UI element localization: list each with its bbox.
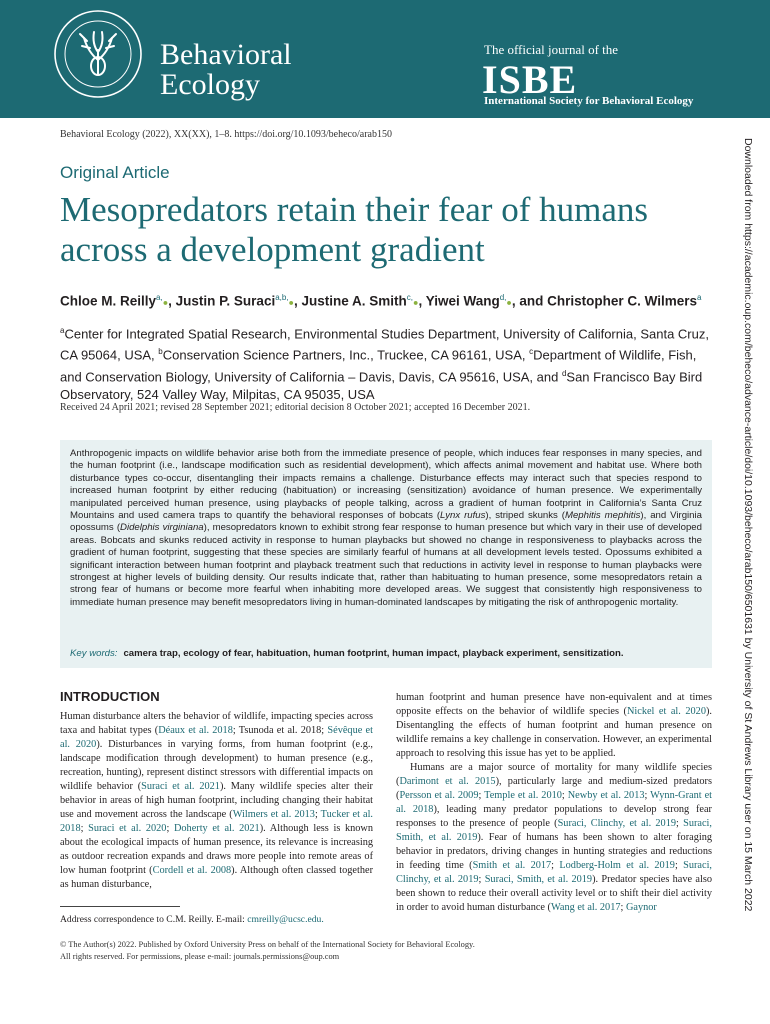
text: ). Although less is known about the ecological impacts of human presence, its relevance is increasing as outdoor recreation expands and draws more people into remote areas of low human footprint (	[60, 823, 374, 876]
author-name[interactable]: Justin P. Suraci	[175, 293, 276, 309]
affil-sup: d	[561, 368, 567, 378]
citation-link[interactable]: Temple et al. 2010	[484, 790, 562, 801]
citation-link[interactable]: Wang et al. 2017	[550, 902, 621, 913]
citation-link[interactable]: Nickel et al. 2020	[626, 706, 706, 717]
text: ). Many wildlife species alter their behavior in areas of high human footprint, including changing their habitat use and movement across the landscape (	[60, 781, 373, 820]
citation-link[interactable]: Smith et al. 2017	[472, 860, 552, 871]
citation-link[interactable]: Persson et al. 2009	[399, 790, 479, 801]
permissions-line: All rights reserved. For permissions, please e-mail: journals.permissions@oup.com	[60, 952, 340, 961]
affil-sup: b	[158, 347, 163, 357]
citation-link[interactable]: Wilmers et al. 2013	[232, 809, 315, 820]
affil-sup: a	[60, 326, 65, 335]
abstract-box	[60, 440, 712, 668]
orcid-icon[interactable]: ●	[162, 297, 169, 308]
text: ;	[166, 823, 174, 834]
author-list: Chloe M. Reilly$^{a,}$●, Justin P. Suraci$^{a,b,}$●, Justine A. Smith$^{c,}$●, Yiwei Wang$^{d,}$●, and Christopher C. Wilmers$^a$	[60, 293, 702, 309]
text: ). Although often classed together as human disturbance,	[60, 865, 374, 890]
author-sup: a	[697, 293, 702, 302]
citation-link[interactable]: Doherty et al. 2021	[173, 823, 260, 834]
download-watermark: Downloaded from https://academic.oup.com/beheco/advance-article/doi/10.1093/beheco/arab150/6501631 by University of St Andrews Library user on 15 March 2022	[742, 138, 754, 912]
text: ;	[644, 790, 651, 801]
isbe-full-name: International Society for Behavioral Ecology	[484, 95, 694, 107]
journal-name-line1: Behavioral	[160, 38, 292, 71]
author-name[interactable]: Justine A. Smith	[301, 293, 407, 309]
abstract-part: ), striped skunks (	[485, 510, 565, 522]
text: Human disturbance alters the behavior of wildlife, impacting species across taxa and habitat types (	[60, 711, 373, 736]
text: ;	[676, 818, 684, 829]
affiliation-d: San Francisco Bay Bird Observatory, 524 Valley Way, Milpitas, CA 95035, USA	[60, 368, 703, 402]
text: ), particularly large and medium-sized predators (	[396, 776, 712, 801]
species-name: Lynx rufus	[440, 510, 486, 522]
text: ;	[620, 902, 626, 913]
text: ;	[314, 809, 321, 820]
citation-line: Behavioral Ecology (2022), XX(XX), 1–8. https://doi.org/10.1093/beheco/arab150	[60, 129, 392, 140]
affiliation-b: Conservation Science Partners, Inc., Truckee, CA 96161, USA,	[162, 347, 530, 363]
paragraph	[60, 710, 373, 892]
body-column-left	[60, 710, 373, 892]
journal-seal-logo	[52, 8, 144, 100]
text: ). Disturbances in varying forms, from human footprint (e.g., landscape modification through development) to human presence (e.g., recreation, hunting), represent distinct stressors with differential impacts on wildlife behavior (	[60, 739, 373, 792]
journal-name	[160, 40, 292, 100]
citation-link[interactable]: Lodberg-Holm et al. 2019	[559, 860, 675, 871]
correspondence-note	[60, 914, 324, 925]
citation-link[interactable]: Newby et al. 2013	[567, 790, 645, 801]
affiliations	[60, 322, 710, 404]
citation-link[interactable]: Suraci et al. 2020	[88, 823, 167, 834]
correspondence-label: Address correspondence to C.M. Reilly. E-mail:	[60, 914, 248, 925]
author-sup: d,	[499, 293, 507, 302]
citation-link[interactable]: Suraci, Smith, et al. 2019	[484, 874, 593, 885]
orcid-icon[interactable]: ●	[288, 297, 294, 308]
citation-link[interactable]: Wynn-Grant et al. 2018	[396, 790, 713, 815]
correspondence-email-link[interactable]: cmreilly@ucsc.edu.	[247, 914, 324, 925]
text: ; Tsunoda et al. 2018;	[232, 725, 328, 736]
citation-link[interactable]: Déaux et al. 2018	[158, 725, 233, 736]
abstract-part: ), and Virginia opossums (	[70, 510, 702, 534]
author-name[interactable]: Chloe M. Reilly	[60, 293, 157, 309]
orcid-icon[interactable]: ●	[506, 297, 512, 308]
abstract-text	[70, 448, 702, 609]
author-name[interactable]: Christopher C. Wilmers	[547, 293, 697, 309]
affiliation-a: Center for Integrated Spatial Research, Environmental Studies Department, University of California, Santa Cruz, CA 95064, USA,	[60, 326, 709, 363]
text: ). Disentangling the effects of human footprint and human presence on wildlife remains a key challenge in conservation. However, an experimental approach to resolving this issue has yet to be applied.	[396, 706, 712, 759]
body-column-right	[396, 691, 712, 915]
abstract-part: Anthropogenic impacts on wildlife behavior arise both from the immediate presence of people, which induces fear responses in many species, and the human footprint (i.e., landscape modification such as residential development), which affects animal movement and habitat use. Where both disturbance types co-occur, disentangling their impacts remains a challenge. Disturbance effects may interact such that species respond to increased human footprint by either reducing (habituation) or increasing (sensitization) avoidance of human presence. We experimentally manipulated perceived human presence, using playbacks of people talking, across a gradient of human footprint in California’s Santa Cruz Mountains and used camera traps to quantify the behavioral responses of bobcats (	[70, 448, 702, 522]
copyright-notice	[60, 939, 475, 963]
citation-link[interactable]: Suraci, Clinchy, et al. 2019	[396, 860, 713, 885]
journal-banner	[0, 0, 770, 118]
text: ). Fear of humans has been shown to alter foraging behavior in predators, driving changes in hunting strategies and reductions in feeding time (	[396, 832, 712, 871]
text: ;	[80, 823, 89, 834]
introduction-heading: INTRODUCTION	[60, 689, 160, 704]
affiliation-c: Department of Wildlife, Fish, and Conservation Biology, University of California – Davis, Davis, CA 95616, USA, and	[60, 347, 697, 384]
official-journal-label: The official journal of the	[484, 42, 619, 57]
text: Humans are a major source of mortality for many wildlife species (	[396, 762, 712, 787]
text: ). Predator species have also been shown to reduce their overall activity level or to shift their diel activity in order to avoid human disturbance (	[396, 874, 713, 913]
species-name: Didelphis virginiana	[120, 522, 204, 534]
article-title: Mesopredators retain their fear of humans across a development gradient	[60, 190, 648, 269]
text: ;	[551, 860, 560, 871]
isbe-logo-text: ISBE	[482, 57, 578, 102]
citation-link[interactable]: Suraci, Smith, et al. 2019	[396, 818, 712, 843]
received-dates: Received 24 April 2021; revised 28 September 2021; editorial decision 8 October 2021; accepted 16 December 2021.	[60, 402, 531, 413]
citation-link[interactable]: Tucker et al. 2018	[60, 809, 374, 834]
text: ;	[674, 860, 684, 871]
author-sup: a,	[156, 293, 163, 302]
affil-sup: c	[529, 347, 534, 357]
section-label: Original Article	[60, 163, 170, 182]
paragraph	[396, 761, 712, 915]
text: ), leading many predator populations to develop strong fear responses to the presence of people (	[396, 804, 712, 829]
author-sup: a,b,	[275, 293, 289, 302]
keywords-label: Key words:	[70, 648, 118, 659]
citation-link[interactable]: Suraci, Clinchy, et al. 2019	[557, 818, 676, 829]
species-name: Mephitis mephitis	[564, 510, 641, 522]
text: ;	[561, 790, 568, 801]
citation-link[interactable]: Cordell et al. 2008	[152, 865, 232, 876]
citation-link[interactable]: Darimont et al. 2015	[399, 776, 496, 787]
copyright-line: © The Author(s) 2022. Published by Oxford University Press on behalf of the International Society for Behavioral Ecology.	[60, 940, 475, 949]
paragraph	[396, 691, 712, 761]
text: ;	[478, 790, 485, 801]
journal-name-line2: Ecology	[160, 68, 260, 101]
keywords-list: camera trap, ecology of fear, habituation, human footprint, human impact, playback experiment, sensitization.	[123, 648, 624, 659]
author-sup: c,	[406, 293, 413, 302]
abstract-part: ), mesopredators known to exhibit strong fear response to human presence but which vary in their use of developed areas. Bobcats and skunks reduced activity in response to human playbacks but showed no change in responsiveness to playbacks across the gradient of human footprint, suggesting that these species are similarly fearful of humans at all development levels tested. Opossums exhibited a significant interaction between human footprint and playback treatment such that reductions in activity level in response to human playbacks were strongest at higher levels of building density. Our results indicate that, rather than habituating to human presence, some mesopredators retain a strong fear of humans or become more fearful when inhabiting more developed areas. We suggest that consistently high responsiveness to immediate human presence may benefit mesopredators living in human-dominated landscapes by mitigating the risk of anthropogenic mortality.	[70, 522, 702, 608]
orcid-icon[interactable]: ●	[413, 297, 419, 308]
citation-link[interactable]: Suraci et al. 2021	[141, 781, 220, 792]
text: ;	[478, 874, 485, 885]
keywords	[70, 648, 624, 659]
citation-link[interactable]: Sévêque et al. 2020	[60, 725, 373, 750]
citation-link[interactable]: Gaynor	[625, 902, 657, 913]
footnote-divider	[60, 906, 180, 907]
text: human footprint and human presence have non-equivalent and at times opposite effects on the behavior of wildlife species (	[396, 692, 712, 717]
author-name[interactable]: Yiwei Wang	[425, 293, 500, 309]
